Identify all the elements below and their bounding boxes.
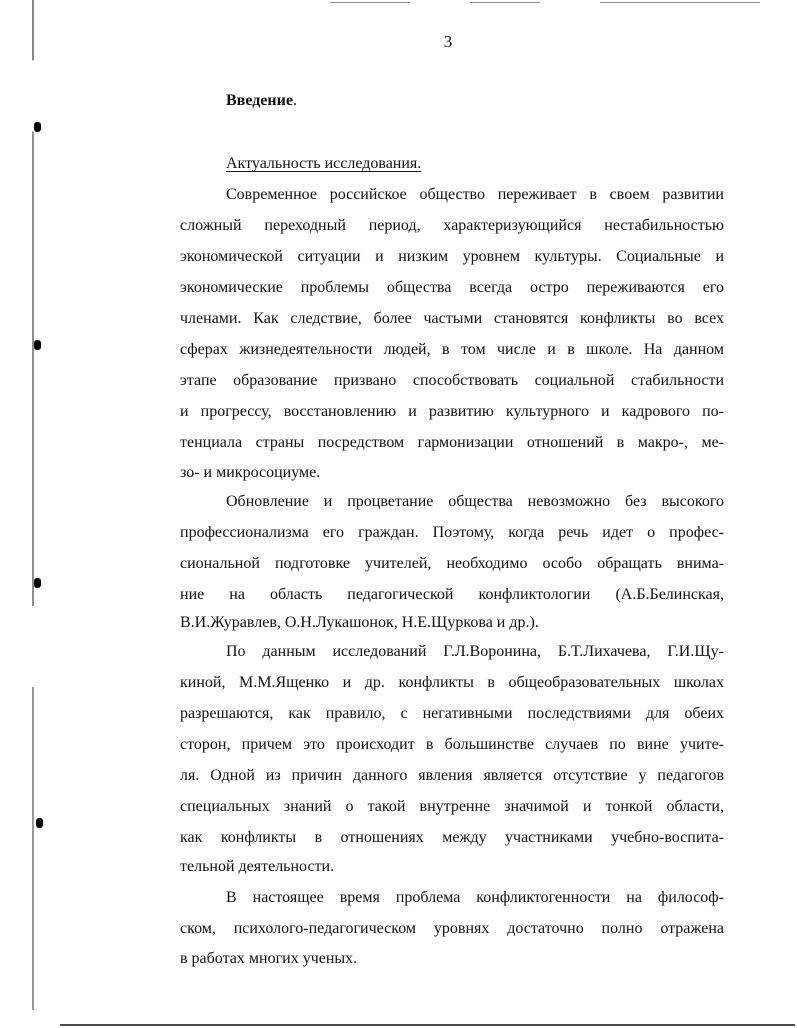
section-heading-text: Введение <box>226 92 293 109</box>
page-number: 3 <box>443 32 453 51</box>
text-line: сторон, причем это происходит в большинстве случаев по вине учите- <box>180 736 724 753</box>
text-line: экономической ситуации и низким уровнем культуры. Социальные и <box>180 248 724 265</box>
text-line: киной, М.М.Ященко и др. конфликты в общеобразовательных школах <box>180 674 724 691</box>
text-line: сложный переходный период, характеризующийся нестабильностью <box>180 217 724 234</box>
text-line: этапе образование призвано способствовать социальной стабильности <box>180 372 724 389</box>
section-subheading: Актуальность исследования. <box>226 155 422 172</box>
text-line: сферах жизнедеятельности людей, в том числе и в школе. На данном <box>180 341 724 358</box>
scan-punch-mark <box>34 578 41 588</box>
scan-bottom-line <box>60 1024 795 1026</box>
text-line: тельной деятельности. <box>180 858 335 875</box>
text-line: ние на область педагогической конфликтологии (А.Б.Белинская, <box>180 586 724 603</box>
text-line: специальных знаний о такой внутренне значимой и тонкой области, <box>180 798 724 815</box>
text-line: Современное российское общество переживает в своем развитии <box>226 186 724 203</box>
text-line: ском, психолого-педагогическом уровнях достаточно полно отражена <box>180 920 724 937</box>
text-line: ля. Одной из причин данного явления является отсутствие у педагогов <box>180 767 724 784</box>
scan-punch-mark <box>34 122 41 132</box>
scan-punch-mark <box>34 340 41 350</box>
text-line: В настоящее время проблема конфликтогенности на философ- <box>226 889 724 906</box>
text-line: зо- и микросоциуме. <box>180 464 321 481</box>
text-line: сиональной подготовке учителей, необходимо особо обращать внима- <box>180 555 724 572</box>
text-line: В.И.Журавлев, О.Н.Лукашонок, Н.Е.Щуркова и др.). <box>180 614 539 631</box>
text-line: Обновление и процветание общества невозможно без высокого <box>226 493 724 510</box>
text-line: тенциала страны посредством гармонизации отношений в макро-, ме- <box>180 434 724 451</box>
scan-top-line <box>600 2 760 3</box>
text-line: экономические проблемы общества всегда остро переживаются его <box>180 279 724 296</box>
section-heading <box>226 92 297 110</box>
text-line: в работах многих ученых. <box>180 950 358 967</box>
scan-top-line <box>470 2 540 3</box>
section-heading-period: . <box>292 92 297 109</box>
text-line: и прогрессу, восстановлению и развитию культурного и кадрового по- <box>180 403 724 420</box>
text-line: членами. Как следствие, более частыми становятся конфликты во всех <box>180 310 724 327</box>
scan-top-line <box>330 2 410 3</box>
text-line: как конфликты в отношениях между участниками учебно-воспита- <box>180 829 724 846</box>
scan-punch-mark <box>36 818 43 828</box>
text-line: разрешаются, как правило, с негативными последствиями для обеих <box>180 705 724 722</box>
scan-margin-line <box>32 0 34 1010</box>
text-line: По данным исследований Г.Л.Воронина, Б.Т.Лихачева, Г.И.Щу- <box>226 643 724 660</box>
text-line: профессионализма его граждан. Поэтому, когда речь идет о профес- <box>180 524 724 541</box>
